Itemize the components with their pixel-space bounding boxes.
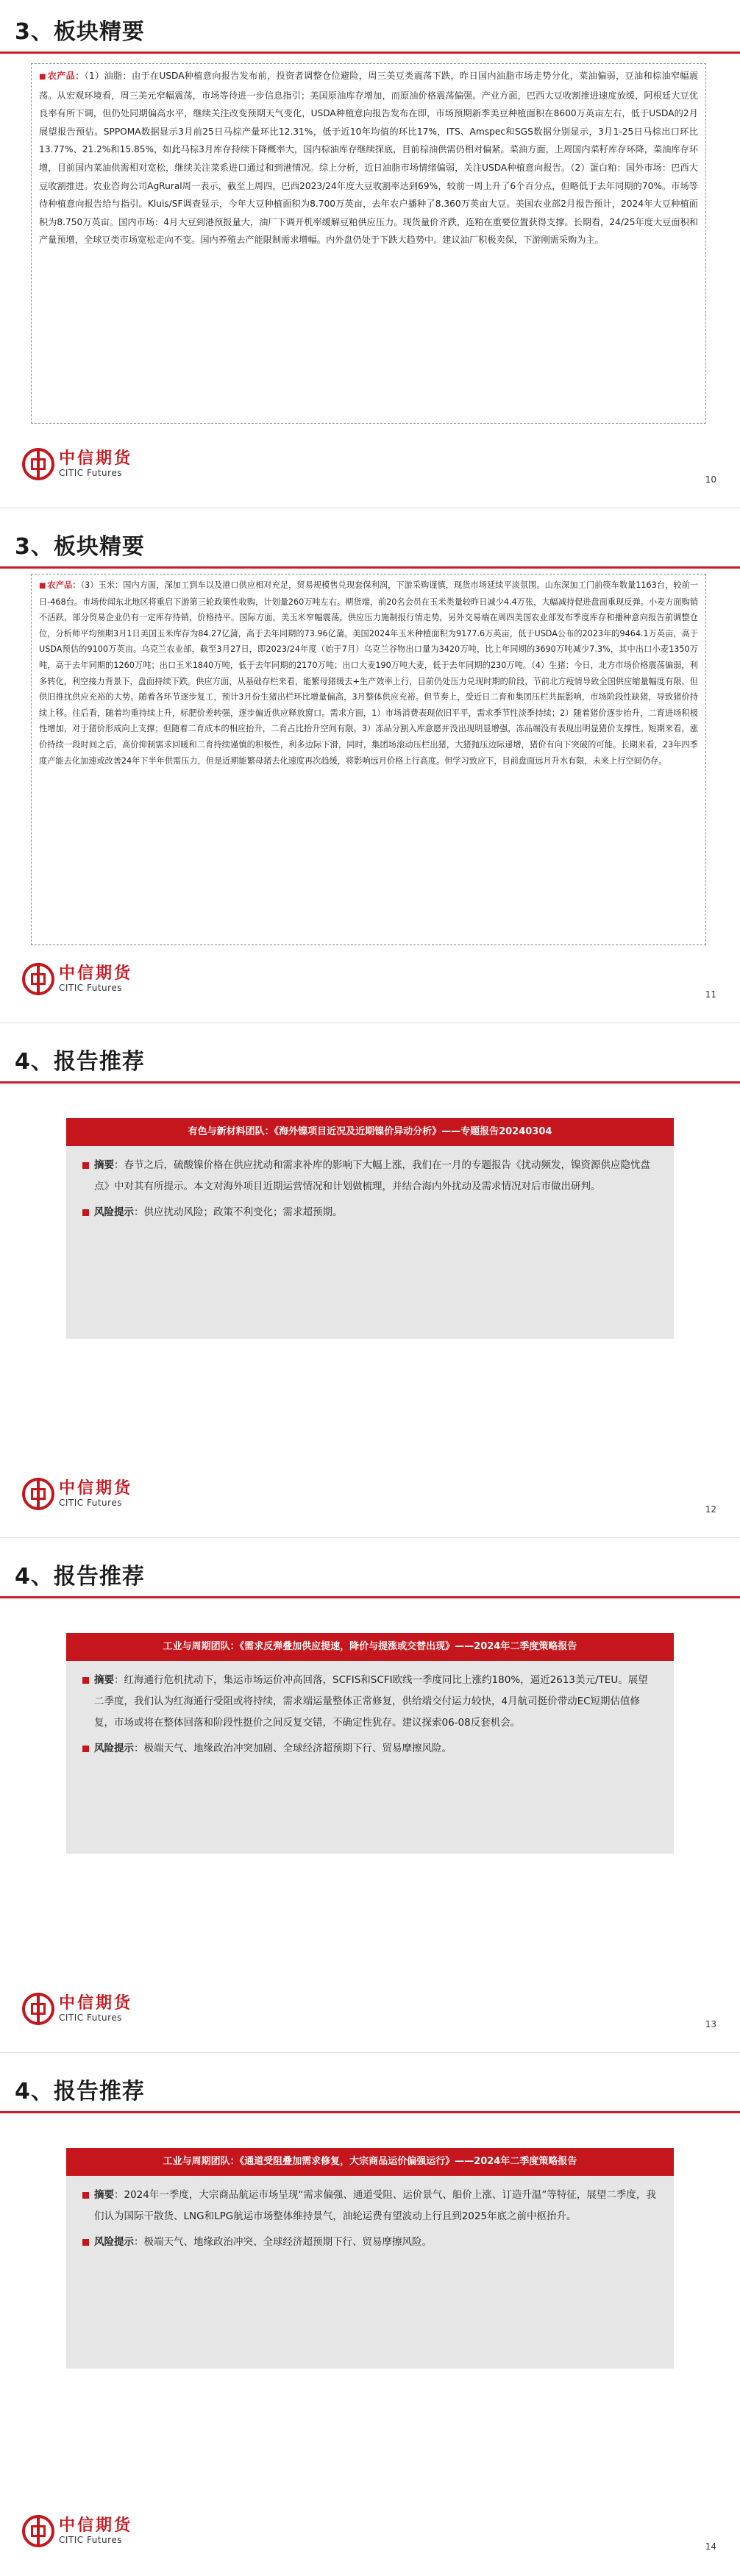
- risk-text: ：供应扰动风险；政策不利变化；需求超预期。: [134, 1206, 343, 1218]
- report-summary: [82, 2185, 658, 2227]
- risk-text: ：极端天气、地缘政治冲突、全球经济超预期下行、贸易摩擦风险。: [134, 2236, 432, 2248]
- summary-label: 摘要: [94, 1159, 114, 1171]
- citic-logo-icon: [22, 2515, 54, 2547]
- title-divider: [0, 51, 740, 54]
- category-label: 农产品：: [47, 580, 81, 590]
- section-title: 3、板块精要: [15, 534, 145, 560]
- content-box: [31, 574, 706, 945]
- risk-label: 风险提示: [94, 1743, 134, 1754]
- slide-page: [0, 0, 740, 508]
- report-risk: [82, 2232, 658, 2253]
- summary-text: ：2024年一季度，大宗商品航运市场呈现“需求偏强、通道受阻、运价景气、船价上涨、订造升温”等特征，展望二季度，我们认为国际干散货、LNG和LPG航运市场整体维持景气，油轮运费有望波动上行且到2025年底之前中枢抬升。: [94, 2189, 656, 2222]
- logo-name-en: CITIC Futures: [59, 2013, 122, 2023]
- logo-name-en: CITIC Futures: [59, 468, 122, 478]
- risk-label: 风险提示: [94, 1206, 134, 1218]
- summary-text: ：红海通行危机扰动下，集运市场运价冲高回落，SCFIS和SCFI欧线一季度同比上涨约180%，逼近2613美元/TEU。展望二季度，我们认为红海通行受阻或将持续，需求端运量整体正常修复，供给端交付运力较快，4月航司挺价带动EC短期估值修复，市场或将在整体回落和阶段性挺价之间反复交错，不确定性犹存。建议探索06-08反套机会。: [94, 1674, 648, 1729]
- report-risk: [82, 1738, 658, 1760]
- report-summary: [82, 1670, 658, 1734]
- logo-name-cn: 中信期货: [59, 1993, 133, 2013]
- citic-logo-icon: [22, 1993, 54, 2025]
- logo-name-en: CITIC Futures: [59, 983, 122, 993]
- slide-page: [0, 1545, 740, 2053]
- category-label: 农产品：: [47, 71, 85, 81]
- section-title: 3、板块精要: [15, 19, 145, 45]
- summary-label: 摘要: [94, 1674, 114, 1686]
- title-divider: [0, 2111, 740, 2113]
- bullet-icon: [82, 1677, 89, 1684]
- title-divider: [0, 566, 740, 569]
- citic-logo-icon: [22, 963, 54, 995]
- section-title: 4、报告推荐: [15, 2079, 145, 2104]
- risk-text: ：极端天气、地缘政治冲突加剧、全球经济超预期下行、贸易摩擦风险。: [134, 1743, 452, 1754]
- report-card: [66, 1118, 674, 1339]
- risk-label: 风险提示: [94, 2236, 134, 2248]
- report-title: 工业与周期团队：《通道受阻叠加需求修复，大宗商品运价偏强运行》——2024年二季度策略报告: [66, 2148, 674, 2176]
- citic-logo-icon: [22, 1478, 54, 1510]
- bullet-icon: [82, 1162, 89, 1169]
- content-box: [31, 63, 706, 424]
- page-number: 14: [705, 2541, 716, 2552]
- report-risk: [82, 1202, 658, 1223]
- bullet-icon: [82, 1746, 89, 1752]
- logo-name-en: CITIC Futures: [59, 1498, 122, 1508]
- bullet-icon: [82, 2239, 89, 2246]
- logo-name-cn: 中信期货: [59, 1479, 133, 1498]
- report-card: [66, 2148, 674, 2369]
- company-logo: [22, 445, 132, 483]
- bullet-icon: ■: [39, 582, 46, 590]
- bullet-icon: [82, 2192, 89, 2199]
- summary-text: ：春节之后，硫酸镍价格在供应扰动和需求补库的影响下大幅上涨，我们在一月的专题报告《扰动频发，镍资源供应隐忧盘点》中对其有所提示。本文对海外项目近期运营情况和计划做梳理，并结合海内外扰动及需求情况对后市做出研判。: [94, 1159, 650, 1192]
- report-summary: [82, 1155, 658, 1198]
- page-number: 13: [705, 2019, 716, 2029]
- company-logo: [22, 960, 132, 998]
- section-title: 4、报告推荐: [15, 1564, 145, 1590]
- bullet-icon: [82, 1209, 89, 1216]
- logo-name-cn: 中信期货: [59, 449, 133, 468]
- slide-page: [0, 2060, 740, 2576]
- body-text: （1）油脂：由于在USDA种植意向报告发布前，投资者调整仓位避险，周三美豆类震荡下跌，昨日国内油脂市场走势分化，菜油偏弱，豆油和棕油窄幅震荡。从宏观环境看，周三美元窄幅震荡，市场等待进一步信息指引；美国原油库存增加，而原油价格震荡偏强。产业方面，巴西大豆收割推进速度放缓，阿根廷大豆优良率有所下调，但仍处同期偏高水平，继续关注改变预期天气变化，USDA种植意向报告发布在即，市场预期新季美豆种植面积在8600万英亩左右，低于USDA的2月展望报告预估。SPPOMA数据显示3月前25日马棕产量环比12.31%，低于近10年均值的环比17%，ITS、Amspec和SGS数据分别显示，3月1-25日马棕出口环比13.77%、21.2%和15.85%，如此马棕3月库存持续下降概率大，国内棕油库存继续探底，目前棕油供需仍相对偏紧。菜油方面，上周国内菜籽库存环降，菜油库存环增，目前国内菜油供需相对宽松，继续关注菜系进口通过和到港情况。综上分析，近日油脂市场情绪偏弱，关注USDA种植意向报告。（2）蛋白粕：国外市场：巴西大豆收割推进。农业咨询公司AgRural周一表示，截至上周四，巴西2023/24年度大豆收割率达到69%，较前一周上升了6个百分点，但略低于去年同期的70%。市场等待种植意向报告给与指引。Kluis/SF调查显示，今年大豆种植面积为8.700万英亩，去年农户播种了8.360万英亩大豆。美国农业部2月报告预计，2024年大豆种植面积为8.750万英亩。国内市场：4月大豆到港预报量大，油厂下调开机率缓解豆粕供应压力。现货量价齐跌，连粕在重要位置获得支撑。长期看，24/25年度大豆面积和产量预增，全球豆类市场宽松走向不变。国内养殖去产能限制需求增幅。内外盘仍处于下跌大趋势中。建议油厂积极卖保，下游刚需采购为主。: [39, 71, 699, 246]
- report-title: 有色与新材料团队：《海外镍项目近况及近期镍价异动分析》——专题报告20240304: [66, 1118, 674, 1146]
- title-divider: [0, 1596, 740, 1598]
- section-title: 4、报告推荐: [15, 1049, 145, 1075]
- company-logo: [22, 1475, 132, 1513]
- title-divider: [0, 1081, 740, 1084]
- body-text: （3）玉米：国内方面，深加工到车以及港口供应相对充足，贸易规模售兑现套保利润，下游采购谨慎，现货市场延续平淡氛围。山东深加工门前筷车数量1163台，较前一日-468台。市场传闻东北地区将重启下游第三轮政策性收购，计划量260万吨左右。期货端，前20名会员在玉米类量较昨日减少4.4万张，大幅减持促进盘面重现反弹。小麦方面购销不活跃，部分贸易企业仍有一定库存待销，价格持平。国际方面，美玉米窄幅震荡，供应压力施制报行情走势，另外交易端在周四美国农业部发布季度库存和播种意向报告前调整仓位，分析师平均预期3月1日美国玉米库存为84.27亿蒲，高于去年同期的73.96亿蒲。美国2024年玉米种植面积为9177.6万英亩，低于USDA公布的2023年的9464.1万英亩，高于USDA预估的9100万英亩。乌克兰农业部，截至3月27日，即2023/24年度（始于7月）乌克兰谷物出口量为3420万吨，比上年同期的3690万吨减少7.3%，其中出口小麦1350万吨，高于去年同期的1260万吨；出口玉米1840万吨，低于去年同期的2170万吨；出口大麦190万吨大麦，低于去年同期的230万吨。（4）生猪：今日，北方市场价格震荡偏弱，利多转化，利空接力背景下，盘面持续下跌。供应方面，从基础存栏来看，能繁母猪缓去+生产效率上行，目前仍处压力兑现时期的阶段，节前北方疫情导致全国供应缩量幅度有限，但供旧推扰供应充裕的大势。随着各环节逐步复工，预计3月份生猪出栏环比增量偏高，3月整体供应充裕。但节奏上，受近日二育和集团压栏共振影响，市场阶段性缺猪，导致猪价持续上移。往后看，随着均重持续上升，标肥价差转强，逐步偏近供应释放窗口。需求方面，1）市场消费表现依旧平平，需求季节性淡季持续；2）随着猪价逐步抬升，二育进场积极性增加，对于猪价形成向上支撑；但随着二育成本的相应抬升，二育占比抬升空间有限。3）冻品分割入库意愿并没出现明显增强，冻品端没有表现出明显猪价支撑性。短期来看，涨价持续一段时间之后，高价抑制需求回暖和二育持续谨慎的积极性，利多边际下滑，同时，集团场滚动压栏出猪，大猪抛压边际递增，猪价有向下突破的可能。长期来看，23年四季度产能去化加速或改善24年下半年供需压力，但是近期能繁母猪去化速度再次趋缓，将影响远月价格上行高度。但学习致应下，目前盘面远月升水有限，未来上行空间仍存。: [39, 580, 699, 766]
- report-title: 工业与周期团队：《需求反弹叠加供应提速，降价与提涨或交替出现》——2024年二季度策略报告: [66, 1633, 674, 1661]
- page-number: 11: [705, 989, 716, 1000]
- company-logo: [22, 1990, 132, 2028]
- page-number: 12: [705, 1504, 716, 1515]
- company-logo: [22, 2512, 132, 2550]
- page-number: 10: [705, 474, 716, 485]
- citic-logo-icon: [22, 448, 54, 480]
- slide-page: [0, 1030, 740, 1538]
- logo-name-cn: 中信期货: [59, 964, 133, 983]
- logo-name-en: CITIC Futures: [59, 2535, 122, 2545]
- logo-name-cn: 中信期货: [59, 2516, 133, 2535]
- summary-label: 摘要: [94, 2189, 114, 2201]
- slide-page: [0, 515, 740, 1023]
- report-card: [66, 1633, 674, 1854]
- bullet-icon: ■: [39, 73, 46, 81]
